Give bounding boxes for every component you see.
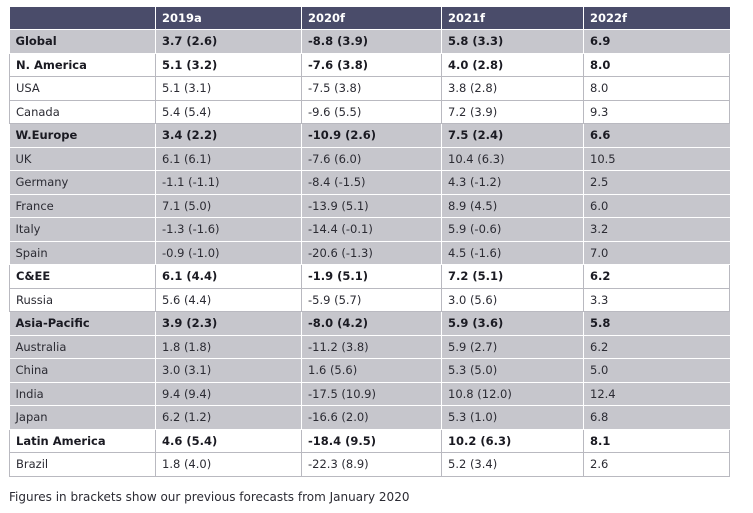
cell-2022f: 8.1	[584, 429, 730, 453]
cell-2021f: 10.8 (12.0)	[442, 382, 584, 406]
cell-2021f: 5.9 (2.7)	[442, 335, 584, 359]
cell-2021f: 5.2 (3.4)	[442, 453, 584, 477]
cell-2020f: -10.9 (2.6)	[302, 124, 442, 148]
cell-region: Canada	[10, 100, 156, 124]
cell-2019a: 6.1 (4.4)	[156, 265, 302, 289]
cell-2022f: 10.5	[584, 147, 730, 171]
cell-2020f: -8.4 (-1.5)	[302, 171, 442, 195]
cell-2021f: 5.9 (-0.6)	[442, 218, 584, 242]
table-row	[10, 241, 730, 265]
cell-2020f: -8.8 (3.9)	[302, 30, 442, 54]
cell-2020f: -20.6 (-1.3)	[302, 241, 442, 265]
cell-2022f: 5.8	[584, 312, 730, 336]
cell-2021f: 8.9 (4.5)	[442, 194, 584, 218]
table-row	[10, 288, 730, 312]
cell-2021f: 5.8 (3.3)	[442, 30, 584, 54]
cell-region: W.Europe	[10, 124, 156, 148]
cell-2022f: 2.5	[584, 171, 730, 195]
cell-2019a: 4.6 (5.4)	[156, 429, 302, 453]
cell-2021f: 4.0 (2.8)	[442, 53, 584, 77]
cell-2019a: 5.1 (3.2)	[156, 53, 302, 77]
cell-2022f: 3.2	[584, 218, 730, 242]
table-header	[10, 7, 730, 30]
cell-region: USA	[10, 77, 156, 101]
cell-region: Italy	[10, 218, 156, 242]
cell-2019a: 3.9 (2.3)	[156, 312, 302, 336]
cell-2020f: -11.2 (3.8)	[302, 335, 442, 359]
table-row	[10, 124, 730, 148]
cell-2022f: 8.0	[584, 53, 730, 77]
table-row	[10, 265, 730, 289]
cell-2022f: 6.6	[584, 124, 730, 148]
cell-2020f: -8.0 (4.2)	[302, 312, 442, 336]
cell-2022f: 6.2	[584, 265, 730, 289]
cell-2020f: -22.3 (8.9)	[302, 453, 442, 477]
cell-2019a: 3.4 (2.2)	[156, 124, 302, 148]
cell-2019a: 3.7 (2.6)	[156, 30, 302, 54]
cell-region: France	[10, 194, 156, 218]
cell-2020f: -7.6 (3.8)	[302, 53, 442, 77]
table-row	[10, 335, 730, 359]
cell-region: Latin America	[10, 429, 156, 453]
table-row	[10, 382, 730, 406]
cell-2019a: 5.6 (4.4)	[156, 288, 302, 312]
cell-region: India	[10, 382, 156, 406]
cell-2020f: -14.4 (-0.1)	[302, 218, 442, 242]
cell-2019a: 7.1 (5.0)	[156, 194, 302, 218]
cell-2021f: 5.3 (1.0)	[442, 406, 584, 430]
table-row	[10, 218, 730, 242]
cell-2021f: 3.0 (5.6)	[442, 288, 584, 312]
cell-2022f: 6.0	[584, 194, 730, 218]
cell-2019a: 3.0 (3.1)	[156, 359, 302, 383]
table-row	[10, 147, 730, 171]
cell-2019a: 5.4 (5.4)	[156, 100, 302, 124]
cell-2019a: 1.8 (4.0)	[156, 453, 302, 477]
cell-2020f: -18.4 (9.5)	[302, 429, 442, 453]
cell-2019a: 5.1 (3.1)	[156, 77, 302, 101]
cell-2020f: -1.9 (5.1)	[302, 265, 442, 289]
cell-2019a: -0.9 (-1.0)	[156, 241, 302, 265]
table-row	[10, 312, 730, 336]
cell-2021f: 7.2 (3.9)	[442, 100, 584, 124]
forecast-table	[9, 7, 730, 477]
cell-2022f: 6.2	[584, 335, 730, 359]
cell-2020f: -13.9 (5.1)	[302, 194, 442, 218]
cell-region: Australia	[10, 335, 156, 359]
cell-2019a: -1.3 (-1.6)	[156, 218, 302, 242]
cell-2021f: 5.3 (5.0)	[442, 359, 584, 383]
cell-region: UK	[10, 147, 156, 171]
cell-2022f: 2.6	[584, 453, 730, 477]
cell-2020f: -7.5 (3.8)	[302, 77, 442, 101]
header-row	[10, 7, 730, 30]
cell-region: Japan	[10, 406, 156, 430]
cell-region: C&EE	[10, 265, 156, 289]
cell-2021f: 7.2 (5.1)	[442, 265, 584, 289]
cell-2022f: 5.0	[584, 359, 730, 383]
header-2022f: 2022f	[584, 7, 730, 30]
cell-region: Brazil	[10, 453, 156, 477]
cell-2019a: 1.8 (1.8)	[156, 335, 302, 359]
header-region	[10, 7, 156, 30]
cell-2022f: 7.0	[584, 241, 730, 265]
table-body	[10, 30, 730, 477]
cell-region: Russia	[10, 288, 156, 312]
cell-region: Germany	[10, 171, 156, 195]
cell-2022f: 8.0	[584, 77, 730, 101]
table-row	[10, 77, 730, 101]
cell-2022f: 3.3	[584, 288, 730, 312]
cell-region: N. America	[10, 53, 156, 77]
cell-2019a: 6.2 (1.2)	[156, 406, 302, 430]
table-row	[10, 30, 730, 54]
cell-2020f: -17.5 (10.9)	[302, 382, 442, 406]
cell-2020f: -9.6 (5.5)	[302, 100, 442, 124]
cell-2021f: 10.4 (6.3)	[442, 147, 584, 171]
header-2019a: 2019a	[156, 7, 302, 30]
cell-2019a: -1.1 (-1.1)	[156, 171, 302, 195]
cell-2020f: -16.6 (2.0)	[302, 406, 442, 430]
cell-region: Global	[10, 30, 156, 54]
header-2021f: 2021f	[442, 7, 584, 30]
cell-2021f: 4.5 (-1.6)	[442, 241, 584, 265]
table-row	[10, 406, 730, 430]
forecast-table-container	[9, 7, 729, 477]
footnote: Figures in brackets show our previous forecasts from January 2020	[9, 490, 410, 504]
cell-2020f: 1.6 (5.6)	[302, 359, 442, 383]
table-row	[10, 53, 730, 77]
header-2020f: 2020f	[302, 7, 442, 30]
cell-2020f: -5.9 (5.7)	[302, 288, 442, 312]
table-row	[10, 453, 730, 477]
cell-2021f: 10.2 (6.3)	[442, 429, 584, 453]
cell-2021f: 7.5 (2.4)	[442, 124, 584, 148]
cell-2022f: 12.4	[584, 382, 730, 406]
table-row	[10, 171, 730, 195]
cell-2022f: 6.9	[584, 30, 730, 54]
cell-2020f: -7.6 (6.0)	[302, 147, 442, 171]
cell-2022f: 6.8	[584, 406, 730, 430]
cell-2021f: 3.8 (2.8)	[442, 77, 584, 101]
cell-2019a: 9.4 (9.4)	[156, 382, 302, 406]
cell-region: China	[10, 359, 156, 383]
cell-2022f: 9.3	[584, 100, 730, 124]
table-row	[10, 429, 730, 453]
table-row	[10, 359, 730, 383]
cell-2021f: 4.3 (-1.2)	[442, 171, 584, 195]
cell-region: Asia-Pacific	[10, 312, 156, 336]
table-row	[10, 100, 730, 124]
cell-2019a: 6.1 (6.1)	[156, 147, 302, 171]
cell-2021f: 5.9 (3.6)	[442, 312, 584, 336]
table-row	[10, 194, 730, 218]
cell-region: Spain	[10, 241, 156, 265]
